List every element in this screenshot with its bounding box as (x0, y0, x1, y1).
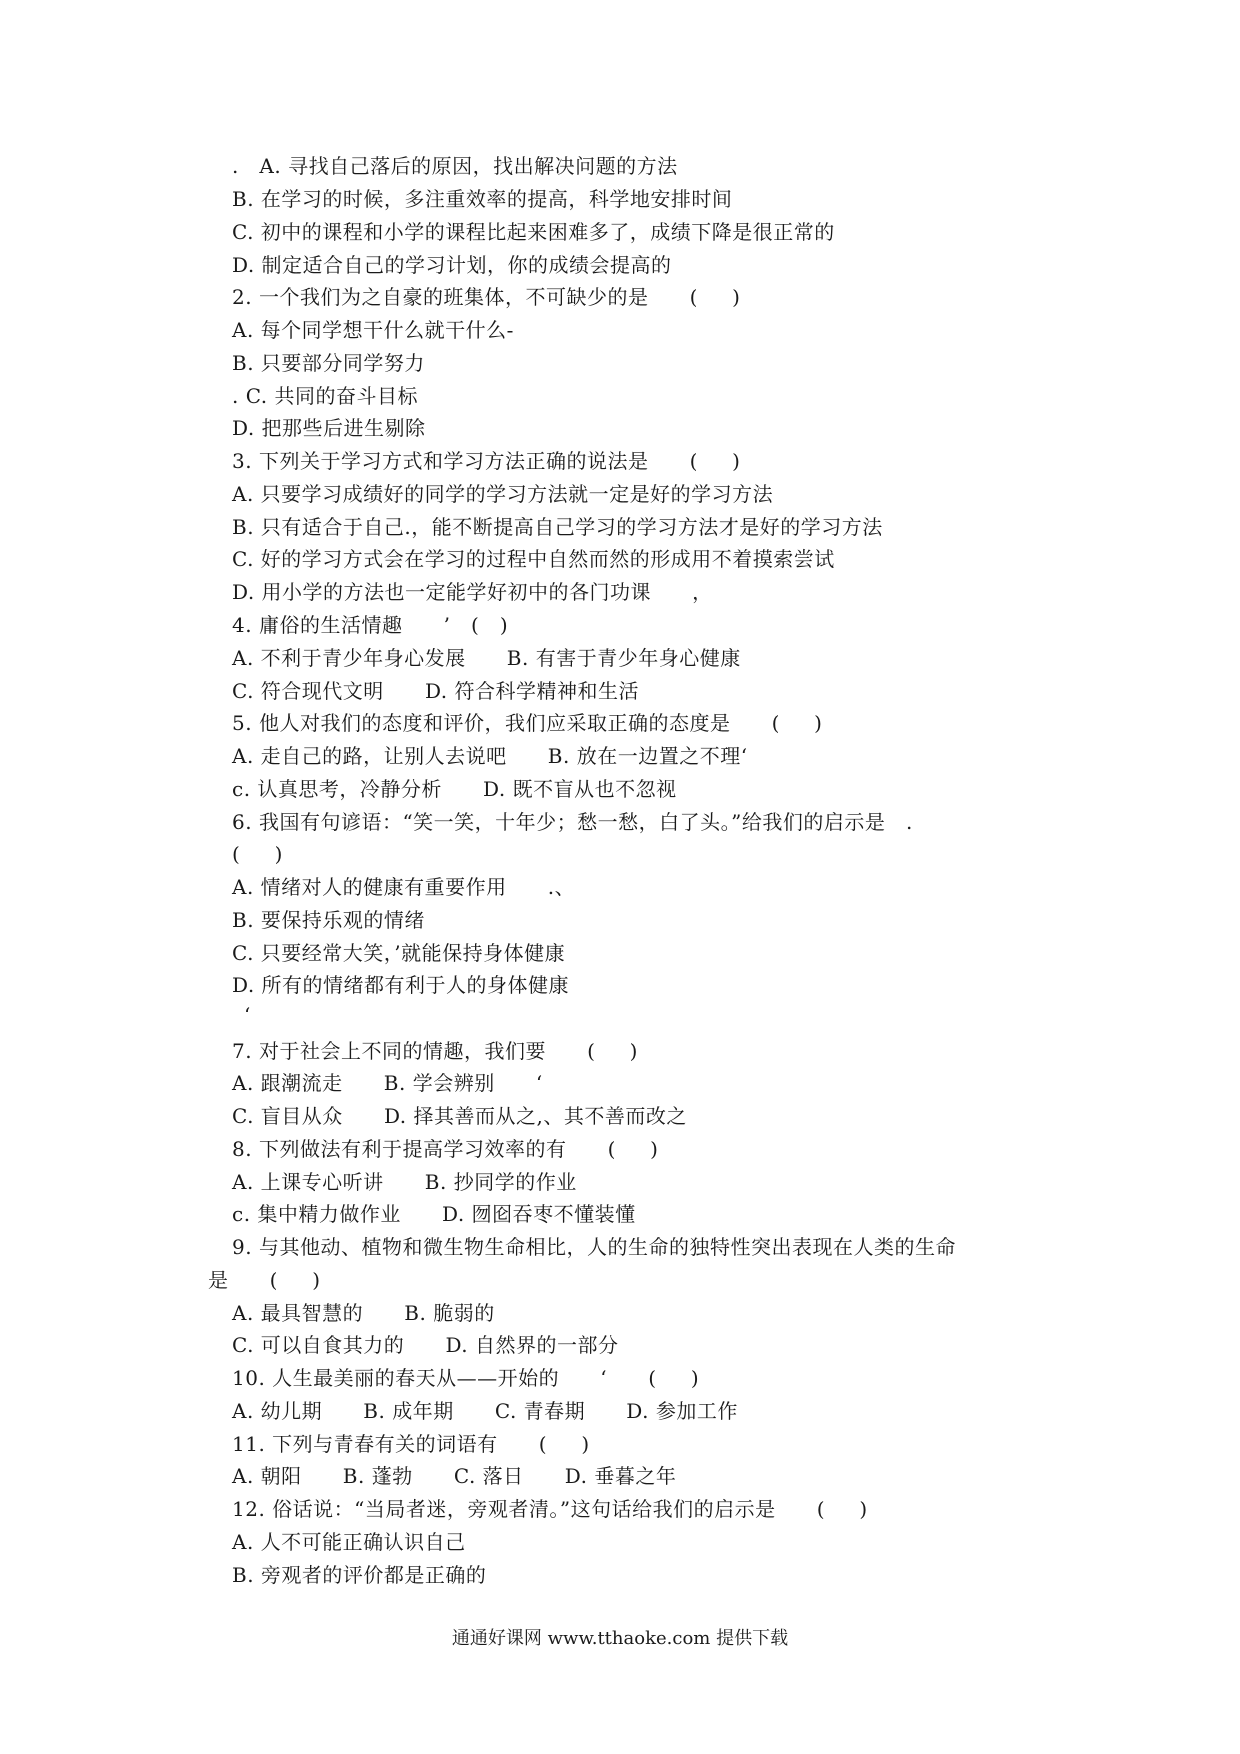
question-6: 6. 我国有句谚语：“笑一笑，十年少；愁一愁，白了头。”给我们的启示是 . (232, 810, 913, 834)
text-line: B. 在学习的时候，多注重效率的提高，科学地安排时间 (232, 187, 733, 211)
text-line: C. 盲目从众 D. 择其善而从之,、其不善而改之 (232, 1104, 687, 1128)
text-line: C. 好的学习方式会在学习的过程中自然而然的形成用不着摸索尝试 (232, 547, 835, 571)
text-line: A. 走自己的路，让别人去说吧 B. 放在一边置之不理‘ (232, 744, 748, 768)
text-line: C. 初中的课程和小学的课程比起来困难多了，成绩下降是很正常的 (232, 220, 835, 244)
text-line: C. 可以自食其力的 D. 自然界的一部分 (232, 1333, 619, 1357)
text-line: A. 不利于青少年身心发展 B. 有害于青少年身心健康 (232, 646, 741, 670)
text-line: 是 ( ) (208, 1268, 321, 1292)
text-line: B. 要保持乐观的情绪 (232, 908, 425, 932)
text-line: D. 把那些后进生剔除 (232, 416, 426, 440)
text-line: A. 情绪对人的健康有重要作用 .、 (232, 875, 576, 899)
text-line: D. 制定适合自己的学习计划，你的成绩会提高的 (232, 253, 672, 277)
page-footer: 通通好课网 www.tthaoke.com 提供下载 (451, 1628, 789, 1649)
question-3: 3. 下列关于学习方式和学习方法正确的说法是 ( ) (232, 449, 741, 473)
question-12: 12. 俗话说：“当局者迷，旁观者清。”这句话给我们的启示是 ( ) (232, 1497, 868, 1521)
text-line: . A. 寻找自己落后的原因，找出解决问题的方法 (232, 154, 678, 178)
question-2: 2. 一个我们为之自豪的班集体，不可缺少的是 ( ) (232, 285, 741, 309)
text-line: C. 只要经常大笑，’就能保持身体健康 (232, 941, 566, 965)
text-line: D. 用小学的方法也一定能学好初中的各门功课 ， (232, 580, 713, 604)
text-line: . C. 共同的奋斗目标 (232, 384, 419, 408)
text-line: A. 上课专心听讲 B. 抄同学的作业 (232, 1170, 577, 1194)
question-10: 10. 人生最美丽的春天从——开始的 ‘ ( ) (232, 1366, 700, 1390)
text-line: A. 人不可能正确认识自己 (232, 1530, 466, 1554)
question-7: 7. 对于社会上不同的情趣，我们要 ( ) (232, 1039, 638, 1063)
text-line: C. 符合现代文明 D. 符合科学精神和生活 (232, 679, 639, 703)
text-line: c. 认真思考，冷静分析 D. 既不盲从也不忽视 (232, 777, 677, 801)
text-line: B. 只有适合于自己.，能不断提高自己学习的学习方法才是好的学习方法 (232, 515, 883, 539)
question-8: 8. 下列做法有利于提高学习效率的有 ( ) (232, 1137, 659, 1161)
text-line: A. 最具智慧的 B. 脆弱的 (232, 1301, 495, 1325)
text-line: A. 跟潮流走 B. 学会辨别 ‘ (232, 1071, 543, 1095)
text-line: ‘ (244, 1003, 251, 1027)
text-line: B. 旁观者的评价都是正确的 (232, 1563, 487, 1587)
text-line: A. 每个同学想干什么就干什么- (232, 318, 514, 342)
text-line: A. 朝阳 B. 蓬勃 C. 落日 D. 垂暮之年 (232, 1464, 677, 1488)
text-line: c. 集中精力做作业 D. 囫囵吞枣不懂装懂 (232, 1202, 636, 1226)
question-4: 4. 庸俗的生活情趣 ’ ( ) (232, 613, 509, 637)
text-line: A. 幼儿期 B. 成年期 C. 青春期 D. 参加工作 (232, 1399, 738, 1423)
question-5: 5. 他人对我们的态度和评价，我们应采取正确的态度是 ( ) (232, 711, 823, 735)
text-line: ( ) (232, 842, 283, 866)
question-9: 9. 与其他动、植物和微生物生命相比，人的生命的独特性突出表现在人类的生命 (232, 1235, 956, 1259)
text-line: B. 只要部分同学努力 (232, 351, 425, 375)
text-line: A. 只要学习成绩好的同学的学习方法就一定是好的学习方法 (232, 482, 774, 506)
text-line: D. 所有的情绪都有利于人的身体健康 (232, 973, 570, 997)
question-11: 11. 下列与青春有关的词语有 ( ) (232, 1432, 590, 1456)
